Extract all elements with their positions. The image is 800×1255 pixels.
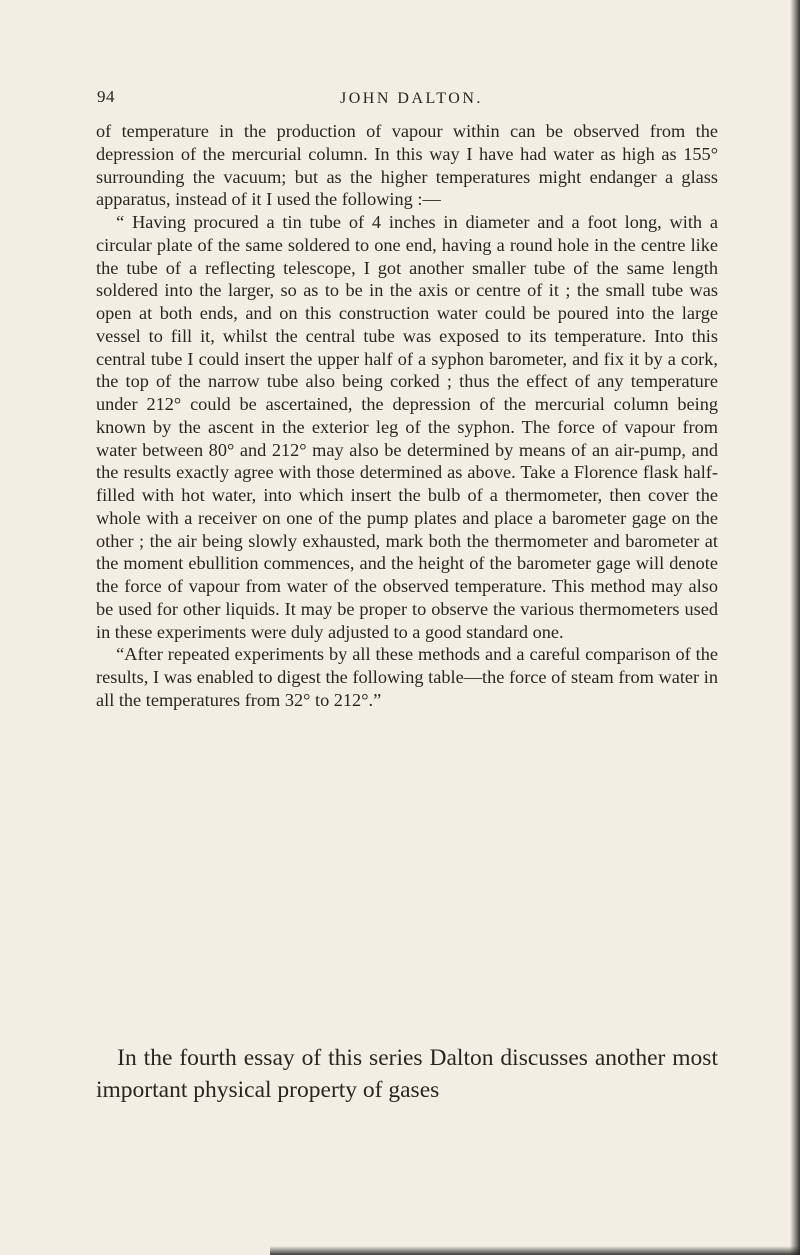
quoted-text-block <box>96 120 718 712</box>
quoted-paragraph: “ Having procured a tin tube of 4 inches in diameter and a foot long, with a circular plate of the same soldered to one end, having a round hole in the centre like the tube of a reflecting telescope, I got another smaller tube of the same length soldered into the larger, so as to be in the axis or centre of it ; the small tube was open at both ends, and on this construction water could be poured into the large vessel to fill it, whilst the central tube was exposed to its temperature. Into this central tube I could insert the upper half of a syphon barometer, and fix it by a cork, the top of the narrow tube also being corked ; thus the effect of any temperature under 212° could be ascertained, the depression of the mercurial column being known by the ascent in the exterior leg of the syphon. The force of vapour from water between 80° and 212° may also be determined by means of an air-pump, and the results exactly agree with those determined as above. Take a Florence flask half-filled with hot water, into which insert the bulb of a thermometer, then cover the whole with a receiver on one of the pump plates and place a barometer gage on the other ; the air being slowly exhausted, mark both the thermometer and barometer at the moment ebullition commences, and the height of the barometer gage will denote the force of vapour from water of the observed temperature. This method may also be used for other liquids. It may be proper to observe the various thermometers used in these experiments were duly adjusted to a good standard one. <box>96 212 718 642</box>
page-binding-edge <box>790 0 800 1255</box>
running-head: JOHN DALTON. <box>340 90 483 107</box>
body-paragraph: In the fourth essay of this series Dalton discusses another most important physical property of gases <box>96 1045 718 1103</box>
quoted-paragraph: “After repeated experiments by all these methods and a careful comparison of the results, I was enabled to digest the following table—the force of steam from water in all the temperatures from 32° to 212°.” <box>96 644 718 710</box>
page-bottom-shadow <box>270 1246 800 1255</box>
quoted-paragraph: of temperature in the production of vapour within can be observed from the depression of the mercurial column. In this way I have had water as high as 155° surrounding the vacuum; but as the higher temperatures might endanger a glass apparatus, instead of it I used the following :— <box>96 121 718 210</box>
page-number: 94 <box>97 87 115 106</box>
